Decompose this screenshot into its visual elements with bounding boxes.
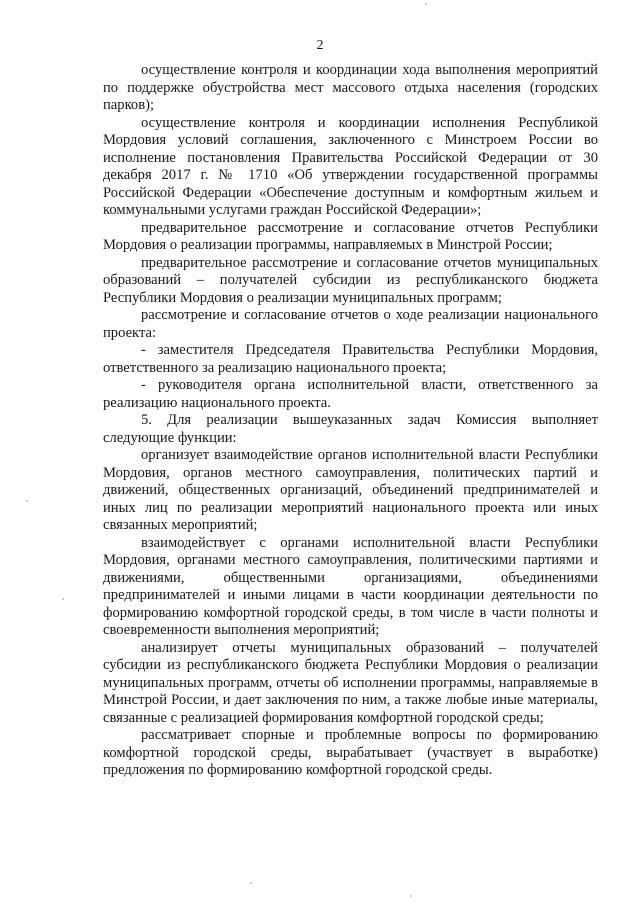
scan-speck	[410, 895, 412, 897]
paragraph: осуществление контроля и координации исполнения Республикой Мордовия условий соглашения, заключенного с Минстроем России во исполнение постановления Правительства Российской Федерации от 30 декабря 2017 г. № 1710 «Об утверждении государственной программы Российской Федерации «Обеспечение доступным и комфортным жильем и коммунальными услугами граждан Российской Федерации»;	[103, 114, 598, 218]
scan-speck	[425, 3, 427, 5]
paragraph: 5. Для реализации вышеуказанных задач Комиссия выполняет следующие функции:	[103, 412, 598, 446]
paragraph: предварительное рассмотрение и согласование отчетов муниципальных образований – получателей субсидии из республиканского бюджета Республики Мордовия о реализации муниципальных программ;	[103, 254, 598, 306]
paragraph: рассмотрение и согласование отчетов о ходе реализации национального проекта:	[103, 307, 598, 341]
paragraph: - руководителя органа исполнительной власти, ответственного за реализацию национального проекта.	[103, 377, 598, 411]
paragraph: - заместителя Председателя Правительства Республики Мордовия, ответственного за реализацию национального проекта;	[103, 342, 598, 376]
scan-speck	[250, 882, 252, 884]
paragraph: взаимодействует с органами исполнительной власти Республики Мордовия, органами местного самоуправления, политическими партиями и движениями, общественными организациями, объединениями предпринимателей и иными лицами в части координации деятельности по формированию комфортной городской среды, в том числе в части полноты и своевременности выполнения мероприятий;	[103, 534, 598, 638]
paragraph: анализирует отчеты муниципальных образований – получателей субсидии из республиканского бюджета Республики Мордовия о реализации муниципальных программ, отчеты об исполнении программы, направляемые в Минстрой России, и дает заключения по ним, а также любые иные материалы, связанные с реализацией формирования комфортной городской среды;	[103, 639, 598, 726]
document-body	[103, 62, 598, 780]
paragraph: осуществление контроля и координации хода выполнения мероприятий по поддержке обустройства мест массового отдыха населения (городских парков);	[103, 62, 598, 113]
paragraph: организует взаимодействие органов исполнительной власти Республики Мордовия, органов местного самоуправления, политических партий и движений, общественных организаций, объединений предпринимателей и иных лиц по реализации мероприятий национального проекта или иных связанных мероприятий;	[103, 447, 598, 533]
paragraph: предварительное рассмотрение и согласование отчетов Республики Мордовия о реализации программы, направляемых в Минстрой России;	[103, 219, 598, 253]
scan-speck	[26, 500, 28, 502]
page-number: 2	[316, 38, 324, 53]
paragraph: рассматривает спорные и проблемные вопросы по формированию комфортной городской среды, вырабатывает (участвует в выработке) предложения по формированию комфортной городской среды.	[103, 727, 598, 778]
scan-speck	[62, 598, 64, 600]
